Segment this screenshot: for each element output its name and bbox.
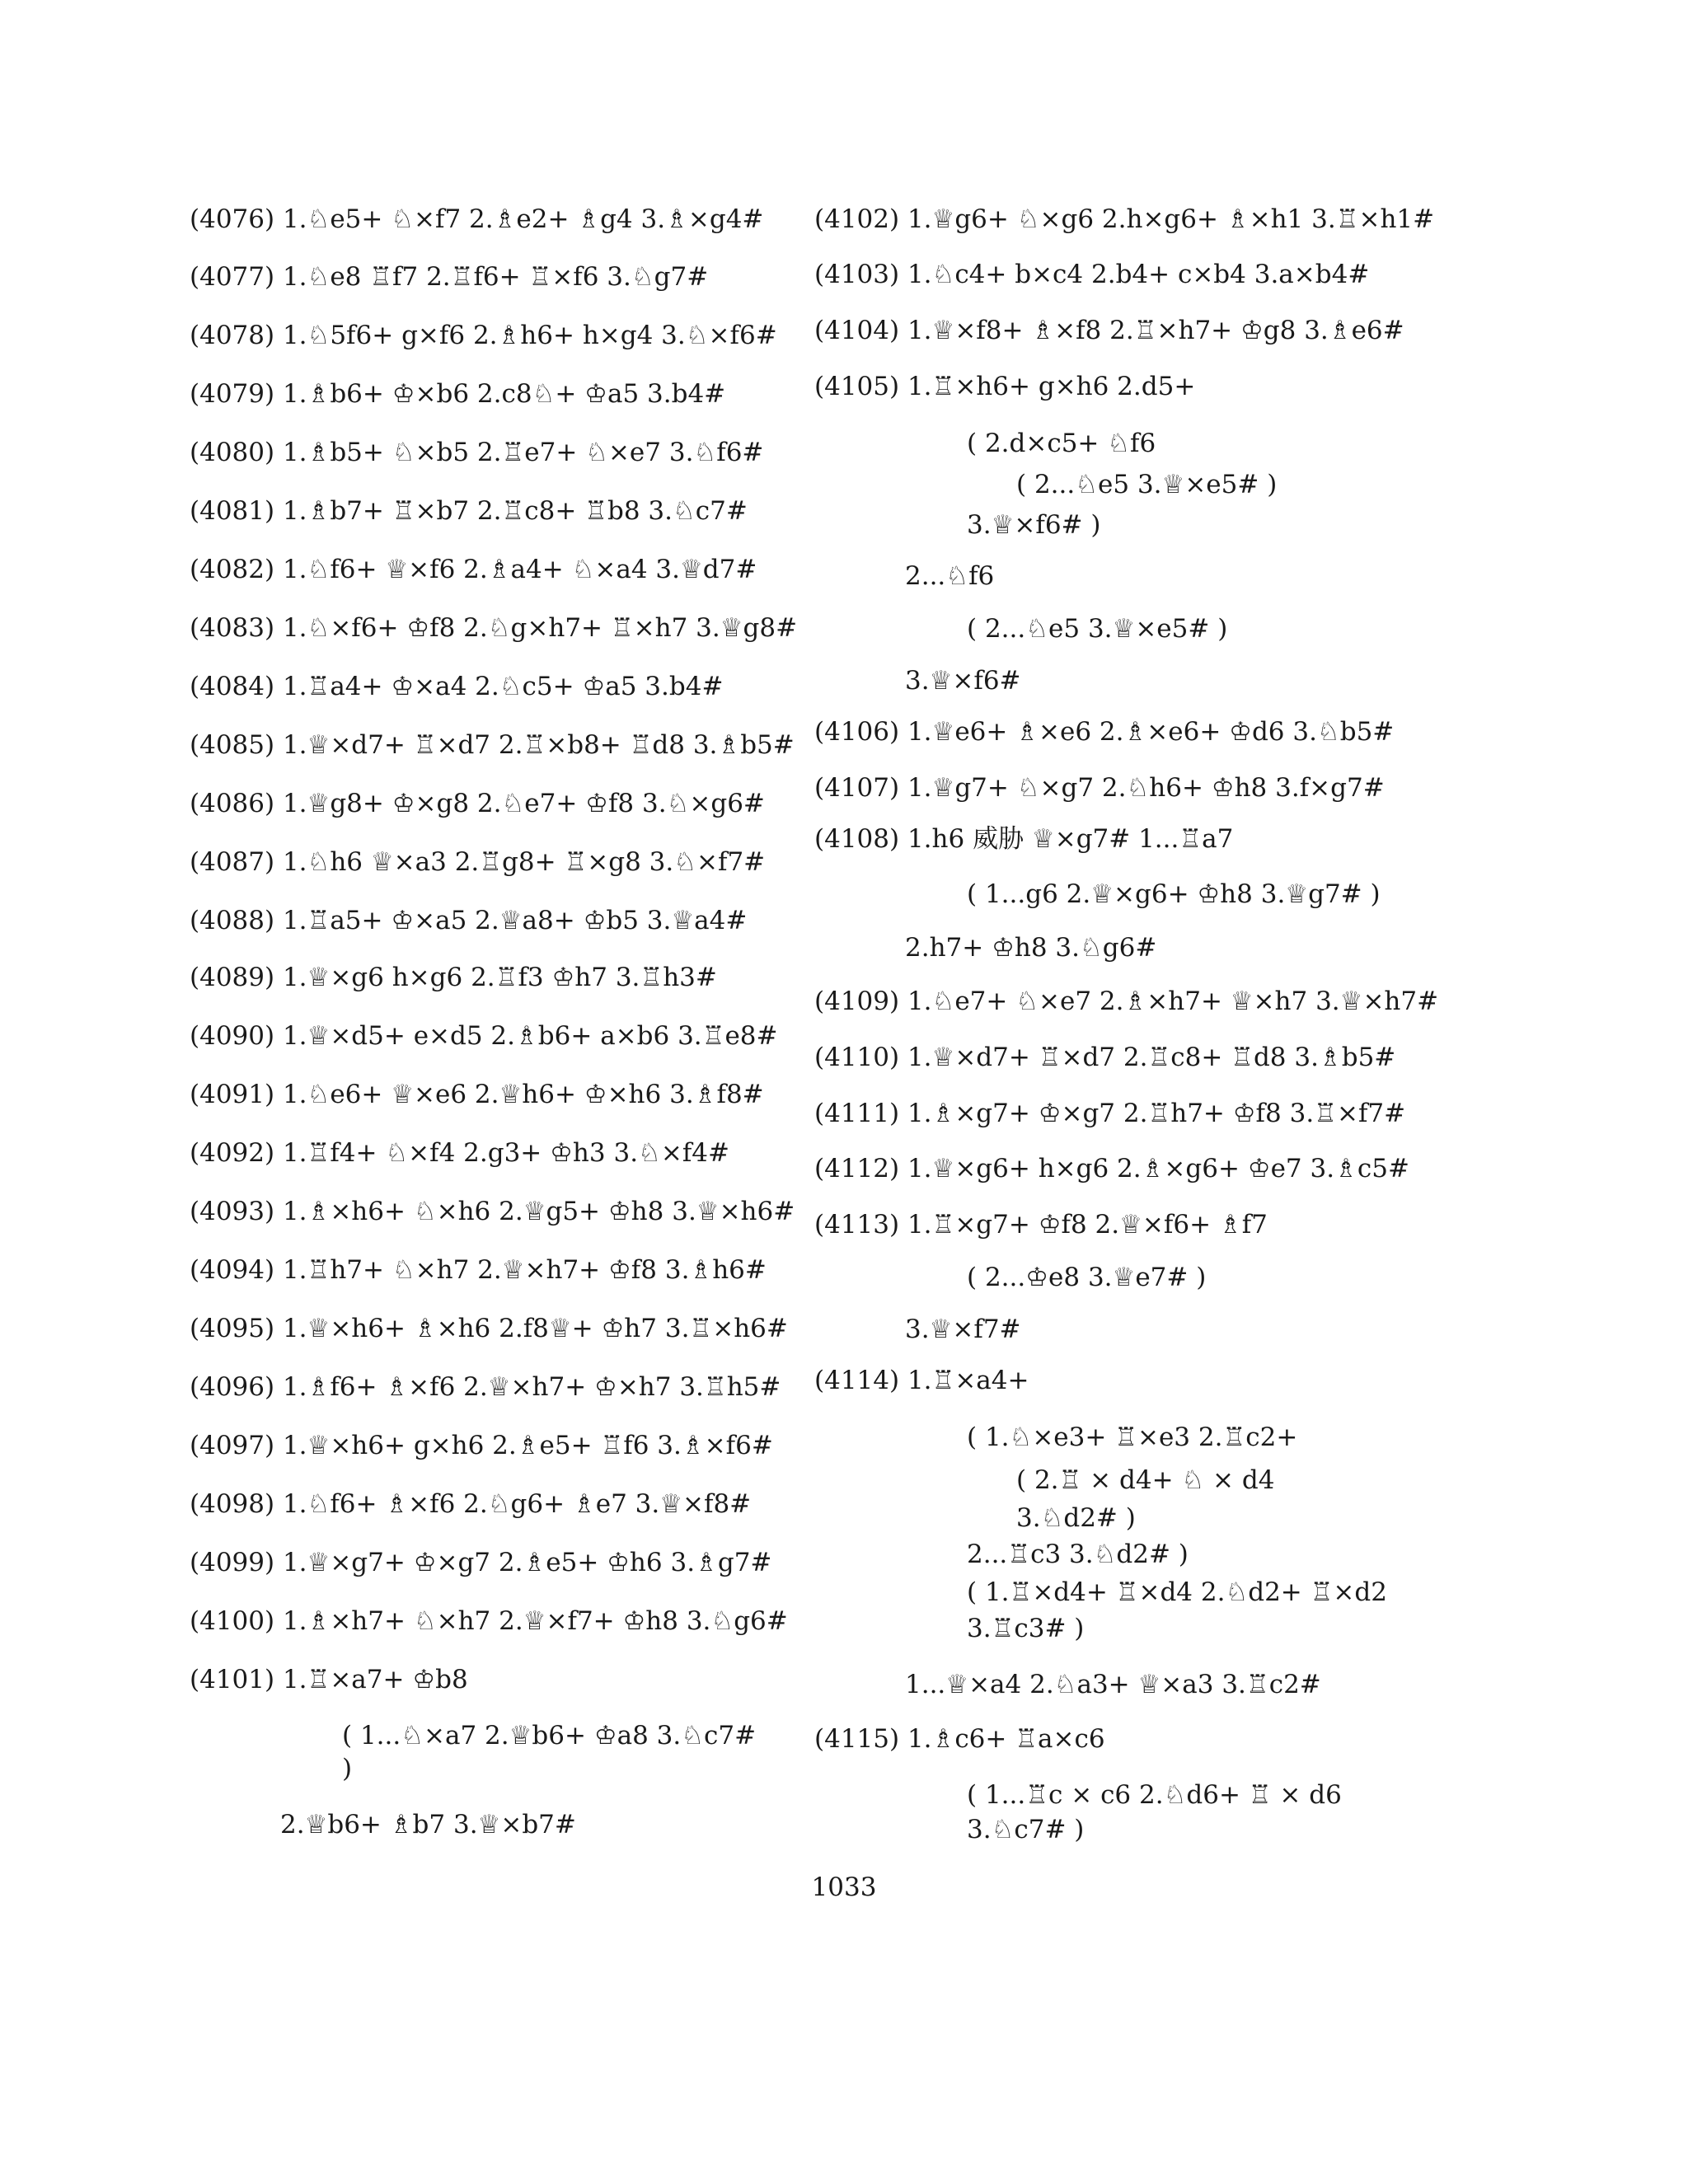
problem-number: (4110) [814,1043,900,1072]
problem-number: (4115) [814,1724,900,1754]
solution-moves: 1.♖f4+ ♘×f4 2.g3+ ♔h3 3.♘×f4# [282,1138,729,1168]
entry-4104 [814,314,1404,347]
problem-number: (4078) [190,321,275,350]
problem-number: (4100) [190,1606,275,1636]
problem-number: (4096) [190,1372,275,1402]
page-number: 1033 [811,1872,877,1902]
problem-number: (4101) [190,1665,275,1694]
entry-4097 [190,1429,773,1462]
problem-number: (4111) [814,1099,900,1128]
problem-number: (4091) [190,1080,275,1109]
solution-moves: 1.♕×d7+ ♖×d7 2.♖×b8+ ♖d8 3.♗b5# [282,730,795,760]
problem-number: (4106) [814,717,900,747]
variation-line: ( 1...♘×a7 2.♕b6+ ♔a8 3.♘c7# [342,1721,757,1750]
entry-4109 [814,985,1438,1018]
solution-moves: 1.♘5f6+ g×f6 2.♗h6+ h×g4 3.♘×f6# [282,321,777,350]
variation-line: ) [342,1754,353,1783]
entry-4101 [190,1663,468,1696]
problem-number: (4077) [190,262,275,292]
problem-number: (4113) [814,1210,900,1240]
entry-4111 [814,1097,1405,1130]
variation-line: ( 2...♘e5 3.♕×e5# ) [1016,470,1278,499]
problem-number: (4103) [814,260,900,289]
continuation-line: 3.♕×f6# [905,666,1021,696]
variation-line: ( 1...g6 2.♕×g6+ ♔h8 3.♕g7# ) [967,879,1381,909]
problem-number: (4095) [190,1314,275,1343]
problem-number: (4108) [814,824,900,854]
entry-4090 [190,1019,778,1052]
entry-4088 [190,904,747,937]
problem-number: (4105) [814,372,900,401]
solution-moves: 1.♕×g7+ ♔×g7 2.♗e5+ ♔h6 3.♗g7# [282,1548,772,1577]
variation-line: ( 2.d×c5+ ♘f6 [967,429,1156,458]
solution-moves: 1.♕×d7+ ♖×d7 2.♖c8+ ♖d8 3.♗b5# [907,1043,1396,1072]
variation-line: ( 1.♖×d4+ ♖×d4 2.♘d2+ ♖×d2 [967,1577,1387,1607]
entry-4100 [190,1605,788,1638]
solution-moves: 1.♕g7+ ♘×g7 2.♘h6+ ♔h8 3.f×g7# [907,773,1385,803]
problem-number: (4076) [190,204,275,234]
entry-4115 [814,1722,1105,1755]
continuation-line: 2...♘f6 [905,561,995,591]
entry-4083 [190,612,797,644]
problem-number: (4082) [190,555,275,584]
problem-number: (4087) [190,847,275,877]
continuation-line: 3.♕×f7# [905,1315,1021,1344]
solution-moves: 1.♖×a7+ ♔b8 [282,1665,468,1694]
solution-moves: 1.♖h7+ ♘×h7 2.♕×h7+ ♔f8 3.♗h6# [282,1255,767,1285]
solution-moves: 1.♗b5+ ♘×b5 2.♖e7+ ♘×e7 3.♘f6# [282,438,764,467]
problem-number: (4080) [190,438,275,467]
entry-4092 [190,1137,729,1169]
solution-moves: 1.♖×h6+ g×h6 2.d5+ [907,372,1196,401]
entry-4107 [814,771,1385,804]
solution-moves: 1.♕×d5+ e×d5 2.♗b6+ a×b6 3.♖e8# [282,1021,778,1051]
problem-number: (4081) [190,496,275,526]
problem-number: (4086) [190,789,275,818]
entry-4099 [190,1546,771,1579]
problem-number: (4107) [814,773,900,803]
solution-moves: 1.♕g8+ ♔×g8 2.♘e7+ ♔f8 3.♘×g6# [282,789,765,818]
solution-moves: 1.♕×h6+ ♗×h6 2.f8♕+ ♔h7 3.♖×h6# [282,1314,788,1343]
problem-number: (4084) [190,672,275,701]
entry-4108 [814,823,1233,855]
entry-4112 [814,1152,1409,1185]
solution-moves: 1.♕g6+ ♘×g6 2.h×g6+ ♗×h1 3.♖×h1# [907,204,1435,234]
solution-moves: 1.♗b6+ ♔×b6 2.c8♘+ ♔a5 3.b4# [282,379,726,409]
solution-moves: 1.♘e5+ ♘×f7 2.♗e2+ ♗g4 3.♗×g4# [282,204,764,234]
problem-number: (4083) [190,613,275,643]
solution-moves: 1.♗c6+ ♖a×c6 [907,1724,1105,1754]
problem-number: (4094) [190,1255,275,1285]
entry-4095 [190,1312,788,1345]
problem-number: (4085) [190,730,275,760]
solution-moves: 1.♘f6+ ♕×f6 2.♗a4+ ♘×a4 3.♕d7# [282,555,757,584]
entry-4086 [190,787,765,820]
entry-4080 [190,436,763,469]
variation-line: ( 2.♖ × d4+ ♘ × d4 [1016,1465,1275,1495]
entry-4114 [814,1364,1029,1397]
variation-line: ( 2...♘e5 3.♕×e5# ) [967,614,1228,644]
problem-number: (4112) [814,1154,900,1183]
problem-number: (4090) [190,1021,275,1051]
solution-moves: 1.♖×g7+ ♔f8 2.♕×f6+ ♗f7 [907,1210,1268,1240]
solution-moves: 1.♖×a4+ [907,1366,1029,1395]
variation-line: 3.♕×f6# ) [967,510,1101,540]
solution-moves: 1.♘e7+ ♘×e7 2.♗×h7+ ♕×h7 3.♕×h7# [907,987,1439,1016]
solution-moves: 1.♘f6+ ♗×f6 2.♘g6+ ♗e7 3.♕×f8# [282,1489,752,1519]
solution-moves: 1.♖a5+ ♔×a5 2.♕a8+ ♔b5 3.♕a4# [282,906,748,935]
solution-moves: 1.♗×h7+ ♘×h7 2.♕×f7+ ♔h8 3.♘g6# [282,1606,788,1636]
problem-number: (4093) [190,1197,275,1226]
entry-4084 [190,670,723,703]
entry-4113 [814,1208,1268,1241]
solution-moves: 1.♘h6 ♕×a3 2.♖g8+ ♖×g8 3.♘×f7# [282,847,766,877]
continuation-line: 2.h7+ ♔h8 3.♘g6# [905,933,1157,963]
solution-moves: 1.h6 威胁 ♕×g7# 1...♖a7 [907,824,1234,854]
problem-number: (4092) [190,1138,275,1168]
solution-moves: 1.♘e6+ ♕×e6 2.♕h6+ ♔×h6 3.♗f8# [282,1080,764,1109]
entry-4089 [190,961,717,994]
entry-4105 [814,370,1195,403]
problem-number: (4099) [190,1548,275,1577]
continuation-line: 1...♕×a4 2.♘a3+ ♕×a3 3.♖c2# [905,1670,1321,1699]
entry-4081 [190,494,748,527]
solution-moves: 1.♖a4+ ♔×a4 2.♘c5+ ♔a5 3.b4# [282,672,724,701]
entry-4077 [190,260,708,293]
problem-number: (4097) [190,1431,275,1460]
continuation-line: 2.♕b6+ ♗b7 3.♕×b7# [280,1810,576,1840]
variation-line: ( 1...♖c × c6 2.♘d6+ ♖ × d6 [967,1780,1342,1810]
variation-line: ( 1.♘×e3+ ♖×e3 2.♖c2+ [967,1422,1298,1452]
entry-4082 [190,553,757,586]
problem-number: (4089) [190,963,275,992]
entry-4078 [190,319,777,352]
entry-4098 [190,1488,751,1521]
entry-4102 [814,203,1434,236]
solution-moves: 1.♘×f6+ ♔f8 2.♘g×h7+ ♖×h7 3.♕g8# [282,613,798,643]
entry-4103 [814,258,1369,291]
variation-line: ( 2...♔e8 3.♕e7# ) [967,1263,1207,1292]
problem-number: (4102) [814,204,900,234]
variation-line: 3.♘d2# ) [1016,1503,1136,1533]
variation-line: 2...♖c3 3.♘d2# ) [967,1540,1189,1569]
solution-moves: 1.♘e8 ♖f7 2.♖f6+ ♖×f6 3.♘g7# [282,262,709,292]
solution-moves: 1.♗f6+ ♗×f6 2.♕×h7+ ♔×h7 3.♖h5# [282,1372,781,1402]
solution-moves: 1.♕×f8+ ♗×f8 2.♖×h7+ ♔g8 3.♗e6# [907,316,1404,345]
problem-number: (4079) [190,379,275,409]
entry-4096 [190,1371,781,1404]
entry-4087 [190,846,765,879]
entry-4076 [190,203,763,236]
variation-line: 3.♖c3# ) [967,1614,1085,1643]
solution-moves: 1.♕×h6+ g×h6 2.♗e5+ ♖f6 3.♗×f6# [282,1431,773,1460]
entry-4110 [814,1041,1395,1074]
solution-moves: 1.♗×h6+ ♘×h6 2.♕g5+ ♔h8 3.♕×h6# [282,1197,795,1226]
problem-number: (4104) [814,316,900,345]
entry-4079 [190,377,725,410]
entry-4093 [190,1195,795,1228]
entry-4094 [190,1254,767,1286]
solution-moves: 1.♗×g7+ ♔×g7 2.♖h7+ ♔f8 3.♖×f7# [907,1099,1406,1128]
entry-4091 [190,1078,764,1111]
solution-moves: 1.♘c4+ b×c4 2.b4+ c×b4 3.a×b4# [907,260,1370,289]
solution-moves: 1.♕e6+ ♗×e6 2.♗×e6+ ♔d6 3.♘b5# [907,717,1395,747]
variation-line: 3.♘c7# ) [967,1815,1085,1844]
problem-number: (4088) [190,906,275,935]
problem-number: (4098) [190,1489,275,1519]
solution-moves: 1.♕×g6+ h×g6 2.♗×g6+ ♔e7 3.♗c5# [907,1154,1409,1183]
problem-number: (4109) [814,987,900,1016]
problem-number: (4114) [814,1366,900,1395]
solution-moves: 1.♗b7+ ♖×b7 2.♖c8+ ♖b8 3.♘c7# [282,496,748,526]
solution-moves: 1.♕×g6 h×g6 2.♖f3 ♔h7 3.♖h3# [282,963,717,992]
entry-4085 [190,729,795,762]
entry-4106 [814,715,1394,748]
